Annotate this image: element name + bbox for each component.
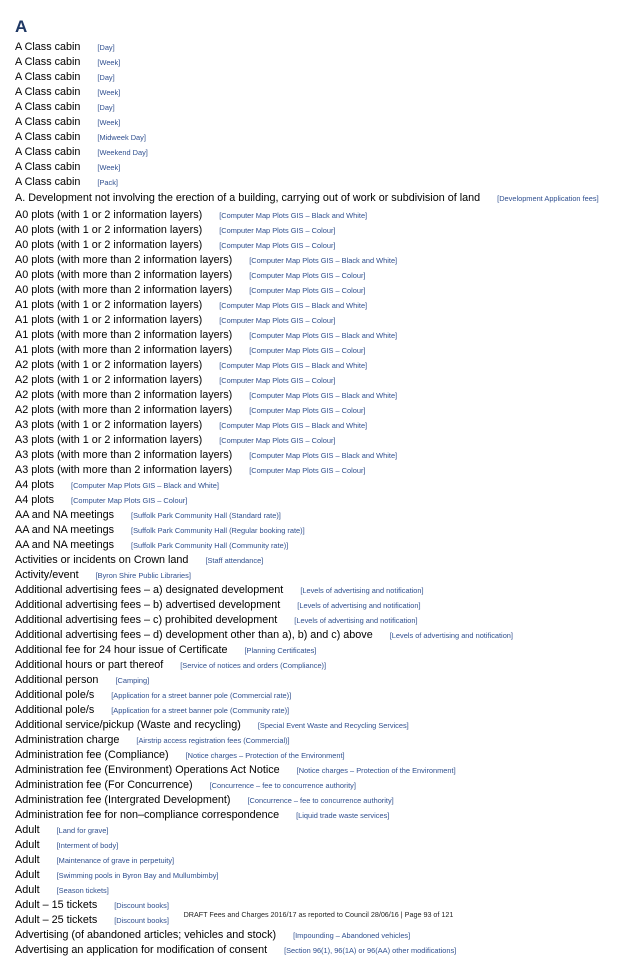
- entry-term: AA and NA meetings: [15, 539, 115, 551]
- entry-term: Administration fee (For Concurrence): [15, 779, 193, 791]
- entry-category: [Season tickets]: [56, 886, 109, 895]
- index-entry: [15, 688, 623, 703]
- index-entry: [15, 658, 623, 673]
- entry-term: A1 plots (with more than 2 information layers): [15, 329, 233, 341]
- entry-category: [Computer Map Plots GIS – Black and White]: [219, 361, 368, 370]
- entry-category: [Service of notices and orders (Compliance)]: [180, 661, 327, 670]
- entry-category: [Byron Shire Public Libraries]: [95, 571, 191, 580]
- entry-term: A2 plots (with 1 or 2 information layers): [15, 359, 203, 371]
- entry-term: A2 plots (with more than 2 information layers): [15, 389, 233, 401]
- index-entry: [15, 838, 623, 853]
- entry-term: A3 plots (with 1 or 2 information layers): [15, 434, 203, 446]
- entry-term: A Class cabin: [15, 146, 81, 158]
- entry-category: [Pack]: [97, 178, 118, 187]
- entry-category: [Computer Map Plots GIS – Colour]: [219, 436, 336, 445]
- entry-term: A0 plots (with 1 or 2 information layers): [15, 224, 203, 236]
- entry-term: Administration fee (Intergrated Development): [15, 794, 231, 806]
- index-entry: [15, 793, 623, 808]
- entry-term: AA and NA meetings: [15, 509, 115, 521]
- index-entry: [15, 55, 623, 70]
- entry-term: A Class cabin: [15, 71, 81, 83]
- entry-category: [Notice charges – Protection of the Environment]: [296, 766, 456, 775]
- entry-term: Advertising an application for modification of consent: [15, 944, 268, 956]
- entry-term: Additional pole/s: [15, 689, 95, 701]
- index-entry: [15, 568, 623, 583]
- entry-term: A Class cabin: [15, 101, 81, 113]
- entry-category: [Levels of advertising and notification]: [294, 616, 418, 625]
- index-entry: [15, 388, 623, 403]
- entry-category: [Suffolk Park Community Hall (Community rate)]: [131, 541, 289, 550]
- entry-category: [Midweek Day]: [97, 133, 146, 142]
- page-footer: DRAFT Fees and Charges 2016/17 as reported to Council 28/06/16 | Page 93 of 121: [183, 910, 454, 919]
- entry-term: A Class cabin: [15, 161, 81, 173]
- index-entry: [15, 643, 623, 658]
- index-entry: [15, 748, 623, 763]
- index-entry: [15, 928, 623, 943]
- index-entry: [15, 628, 623, 643]
- entry-term: A1 plots (with more than 2 information layers): [15, 344, 233, 356]
- entry-category: [Weekend Day]: [97, 148, 148, 157]
- entry-term: A Class cabin: [15, 41, 81, 53]
- entry-term: Administration fee for non–compliance correspondence: [15, 809, 280, 821]
- entry-term: Advertising (of abandoned articles; vehicles and stock): [15, 929, 277, 941]
- entry-category: [Computer Map Plots GIS – Black and White]: [71, 481, 219, 490]
- entry-category: [Computer Map Plots GIS – Colour]: [219, 241, 336, 250]
- index-entry: [15, 343, 623, 358]
- entry-term: A Class cabin: [15, 86, 81, 98]
- index-entry: [15, 478, 623, 493]
- entry-category: [Computer Map Plots GIS – Colour]: [219, 226, 336, 235]
- entry-category: [Computer Map Plots GIS – Black and White]: [249, 451, 398, 460]
- entry-term: Adult: [15, 839, 40, 851]
- entry-term: A0 plots (with 1 or 2 information layers): [15, 209, 203, 221]
- section-letter-heading: A: [15, 17, 28, 36]
- entry-category: [Camping]: [115, 676, 150, 685]
- entry-term: A0 plots (with more than 2 information layers): [15, 284, 233, 296]
- entry-category: [Suffolk Park Community Hall (Regular booking rate)]: [131, 526, 305, 535]
- index-entry: [15, 733, 623, 748]
- entry-category: [Day]: [97, 43, 115, 52]
- index-entry: [15, 553, 623, 568]
- entry-term: A2 plots (with more than 2 information layers): [15, 404, 233, 416]
- index-entry: [15, 463, 623, 478]
- entry-category: [Airstrip access registration fees (Commercial)]: [136, 736, 290, 745]
- entry-category: [Computer Map Plots GIS – Colour]: [219, 376, 336, 385]
- entry-term: Adult – 15 tickets: [15, 899, 98, 911]
- index-entry: [15, 175, 623, 190]
- entry-category: [Computer Map Plots GIS – Colour]: [249, 286, 366, 295]
- entry-term: A0 plots (with more than 2 information layers): [15, 254, 233, 266]
- index-entry: [15, 523, 623, 538]
- index-entry: [15, 448, 623, 463]
- entry-category: [Computer Map Plots GIS – Black and White]: [219, 301, 368, 310]
- index-entries-list: [15, 40, 623, 958]
- index-entry: [15, 145, 623, 160]
- index-entry: [15, 718, 623, 733]
- entry-term: A Class cabin: [15, 56, 81, 68]
- entry-category: [Concurrence – fee to concurrence authority]: [209, 781, 356, 790]
- index-entry: [15, 40, 623, 55]
- index-entry: [15, 268, 623, 283]
- entry-category: [Week]: [97, 118, 121, 127]
- index-entry: [15, 493, 623, 508]
- index-entry: [15, 418, 623, 433]
- entry-category: [Swimming pools in Byron Bay and Mullumbimby]: [56, 871, 219, 880]
- index-entry: [15, 208, 623, 223]
- index-entry: [15, 508, 623, 523]
- entry-category: [Computer Map Plots GIS – Black and White]: [249, 391, 398, 400]
- index-entry: [15, 598, 623, 613]
- entry-category: [Week]: [97, 58, 121, 67]
- index-entry: [15, 190, 623, 208]
- entry-category: [Computer Map Plots GIS – Black and White]: [219, 421, 368, 430]
- entry-term: A. Development not involving the erection of a building, carrying out of work or subdivision of land: [15, 192, 481, 204]
- index-entry: [15, 403, 623, 418]
- entry-term: Administration fee (Environment) Operations Act Notice: [15, 764, 280, 776]
- entry-term: A3 plots (with more than 2 information layers): [15, 464, 233, 476]
- index-entry: [15, 673, 623, 688]
- index-entry: [15, 253, 623, 268]
- index-entry: [15, 358, 623, 373]
- index-entry: [15, 85, 623, 100]
- entry-term: Additional pole/s: [15, 704, 95, 716]
- entry-category: [Computer Map Plots GIS – Colour]: [249, 406, 366, 415]
- entry-term: Additional hours or part thereof: [15, 659, 164, 671]
- index-entry: [15, 115, 623, 130]
- entry-term: Additional advertising fees – d) development other than a), b) and c) above: [15, 629, 373, 641]
- index-entry: [15, 70, 623, 85]
- entry-term: Additional service/pickup (Waste and recycling): [15, 719, 241, 731]
- entry-category: [Liquid trade waste services]: [296, 811, 390, 820]
- entry-term: Additional person: [15, 674, 99, 686]
- index-entry: [15, 130, 623, 145]
- entry-term: Additional advertising fees – b) advertised development: [15, 599, 281, 611]
- entry-category: [Levels of advertising and notification]: [300, 586, 424, 595]
- index-entry: [15, 778, 623, 793]
- index-entry: [15, 583, 623, 598]
- index-entry: [15, 943, 623, 958]
- entry-category: [Application for a street banner pole (Commercial rate)]: [111, 691, 292, 700]
- entry-category: [Development Application fees]: [497, 194, 599, 203]
- entry-category: [Levels of advertising and notification]: [389, 631, 513, 640]
- index-entry: [15, 100, 623, 115]
- entry-category: [Staff attendance]: [205, 556, 264, 565]
- entry-category: [Interment of body]: [56, 841, 119, 850]
- entry-term: A3 plots (with more than 2 information layers): [15, 449, 233, 461]
- entry-term: Additional advertising fees – c) prohibited development: [15, 614, 278, 626]
- entry-term: A2 plots (with 1 or 2 information layers): [15, 374, 203, 386]
- entry-term: Administration fee (Compliance): [15, 749, 169, 761]
- index-entry: [15, 223, 623, 238]
- entry-category: [Concurrence – fee to concurrence authority]: [247, 796, 394, 805]
- entry-category: [Special Event Waste and Recycling Services]: [257, 721, 409, 730]
- entry-term: A1 plots (with 1 or 2 information layers): [15, 299, 203, 311]
- entry-term: A4 plots: [15, 494, 55, 506]
- entry-term: A3 plots (with 1 or 2 information layers): [15, 419, 203, 431]
- index-entry: [15, 298, 623, 313]
- entry-term: Activities or incidents on Crown land: [15, 554, 189, 566]
- entry-category: [Impounding – Abandoned vehicles]: [293, 931, 411, 940]
- index-entry: [15, 538, 623, 553]
- entry-category: [Suffolk Park Community Hall (Standard rate)]: [131, 511, 281, 520]
- entry-category: [Week]: [97, 163, 121, 172]
- entry-category: [Notice charges – Protection of the Environment]: [185, 751, 345, 760]
- entry-category: [Day]: [97, 73, 115, 82]
- entry-term: Additional advertising fees – a) designated development: [15, 584, 284, 596]
- entry-term: Adult: [15, 884, 40, 896]
- entry-category: [Computer Map Plots GIS – Colour]: [219, 316, 336, 325]
- entry-category: [Computer Map Plots GIS – Black and White]: [219, 211, 368, 220]
- index-entry: [15, 433, 623, 448]
- entry-term: Adult – 25 tickets: [15, 914, 98, 926]
- index-entry: [15, 613, 623, 628]
- index-entry: [15, 283, 623, 298]
- index-entry: [15, 808, 623, 823]
- entry-term: A1 plots (with 1 or 2 information layers): [15, 314, 203, 326]
- index-entry: [15, 160, 623, 175]
- entry-category: [Application for a street banner pole (Community rate)]: [111, 706, 290, 715]
- index-entry: [15, 373, 623, 388]
- entry-category: [Planning Certificates]: [244, 646, 317, 655]
- entry-category: [Levels of advertising and notification]: [297, 601, 421, 610]
- entry-category: [Computer Map Plots GIS – Colour]: [249, 346, 366, 355]
- entry-category: [Week]: [97, 88, 121, 97]
- index-entry: [15, 763, 623, 778]
- entry-term: Additional fee for 24 hour issue of Certificate: [15, 644, 228, 656]
- entry-term: Activity/event: [15, 569, 79, 581]
- entry-term: Adult: [15, 824, 40, 836]
- index-entry: [15, 883, 623, 898]
- entry-category: [Land for grave]: [56, 826, 109, 835]
- index-entry: [15, 823, 623, 838]
- entry-term: AA and NA meetings: [15, 524, 115, 536]
- index-entry: [15, 853, 623, 868]
- entry-category: [Computer Map Plots GIS – Colour]: [249, 271, 366, 280]
- index-entry: [15, 703, 623, 718]
- entry-category: [Computer Map Plots GIS – Black and White]: [249, 331, 398, 340]
- index-entry: [15, 238, 623, 253]
- entry-term: A0 plots (with 1 or 2 information layers): [15, 239, 203, 251]
- entry-category: [Maintenance of grave in perpetuity]: [56, 856, 175, 865]
- entry-category: [Discount books]: [114, 916, 169, 925]
- entry-term: A Class cabin: [15, 176, 81, 188]
- entry-category: [Section 96(1), 96(1A) or 96(AA) other modifications]: [284, 946, 457, 955]
- entry-category: [Day]: [97, 103, 115, 112]
- entry-term: A4 plots: [15, 479, 55, 491]
- entry-term: Adult: [15, 869, 40, 881]
- index-entry: [15, 868, 623, 883]
- entry-category: [Computer Map Plots GIS – Black and White]: [249, 256, 398, 265]
- index-entry: [15, 313, 623, 328]
- entry-category: [Computer Map Plots GIS – Colour]: [71, 496, 188, 505]
- entry-term: A Class cabin: [15, 131, 81, 143]
- entry-term: Adult: [15, 854, 40, 866]
- entry-term: A0 plots (with more than 2 information layers): [15, 269, 233, 281]
- entry-term: Administration charge: [15, 734, 120, 746]
- entry-term: A Class cabin: [15, 116, 81, 128]
- entry-category: [Computer Map Plots GIS – Colour]: [249, 466, 366, 475]
- index-entry: [15, 328, 623, 343]
- entry-category: [Discount books]: [114, 901, 169, 910]
